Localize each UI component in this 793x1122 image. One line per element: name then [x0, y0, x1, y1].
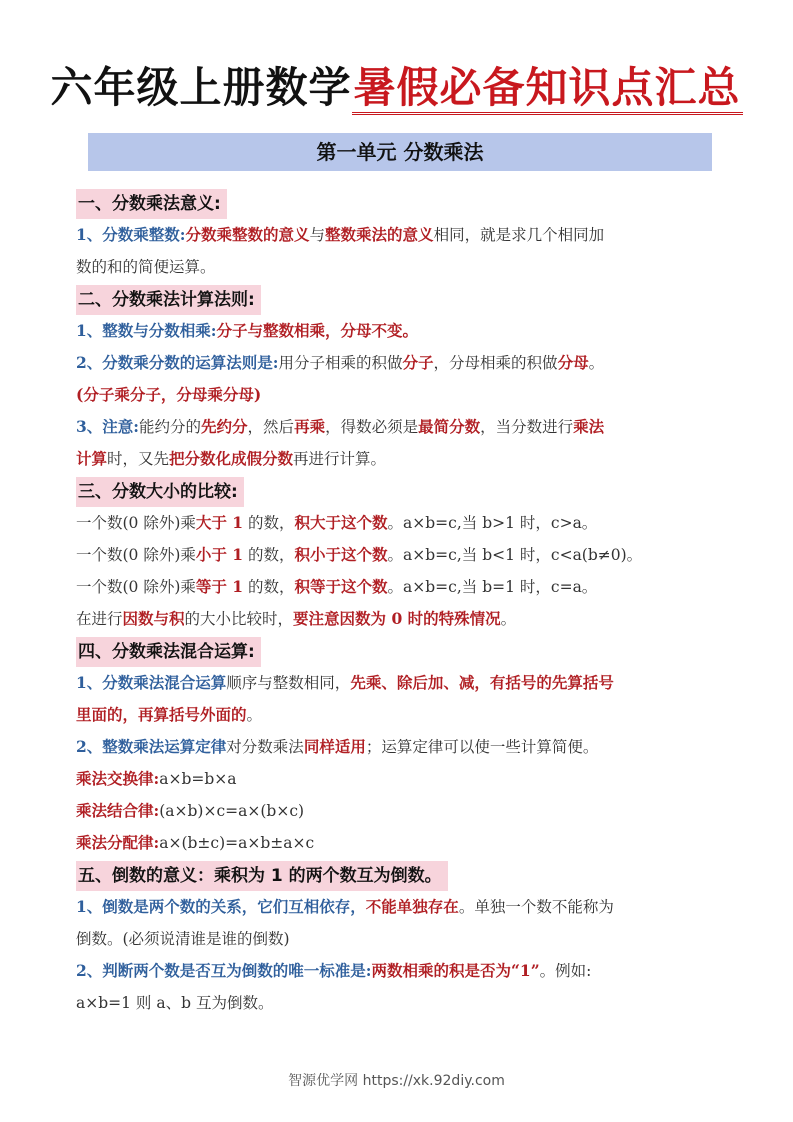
title-black: 六年级上册数学 — [50, 63, 352, 112]
label: 3、注意: — [76, 417, 140, 436]
text-line — [76, 699, 726, 731]
text-line — [76, 379, 726, 411]
text: a×b=1 则 a、b 互为倒数。 — [76, 994, 274, 1012]
text: 倒数。(必须说清谁是谁的倒数) — [76, 930, 290, 948]
text: 的数， — [243, 578, 295, 596]
text-line — [76, 571, 726, 603]
text-line — [76, 603, 726, 635]
text-line — [76, 955, 726, 987]
emphasis: 两数相乘的积是否为“1” — [371, 961, 540, 980]
page-title — [0, 58, 793, 118]
text-line — [76, 411, 726, 443]
formula: (a×b)×c=a×(b×c) — [159, 802, 305, 820]
emphasis: 大于 1 — [195, 513, 244, 532]
text: 相同，就是求几个相同加 — [433, 226, 605, 244]
emphasis: 整数乘法的意义 — [325, 225, 434, 244]
text: ，然后 — [247, 418, 295, 436]
section-heading: 一、分数乘法意义: — [76, 189, 227, 219]
section-4 — [76, 637, 726, 859]
label: 1、倒数是两个数的关系，它们互相依存， — [76, 897, 366, 916]
text: 一个数(0 除外)乘 — [76, 514, 196, 532]
emphasis: 先约分 — [201, 417, 248, 436]
emphasis: 乘法交换律: — [76, 769, 160, 788]
emphasis: 要注意因数为 0 时的特殊情况 — [293, 609, 501, 628]
emphasis: (分子乘分子，分母乘分母) — [76, 385, 262, 404]
text-line — [76, 987, 726, 1019]
text: 一个数(0 除外)乘 — [76, 546, 196, 564]
unit-banner: 第一单元 分数乘法 — [88, 133, 712, 171]
emphasis: 积等于这个数 — [294, 577, 388, 596]
text: 的大小比较时， — [184, 610, 294, 628]
text: 时，又先 — [107, 450, 170, 468]
text: 。a×b=c,当 b>1 时，c>a。 — [387, 514, 598, 532]
text: 用分子相乘的积做 — [278, 354, 403, 372]
emphasis: 先乘、除后加、减，有括号的先算括号 — [350, 673, 614, 692]
text: 在进行 — [76, 610, 123, 628]
section-heading: 五、倒数的意义：乘积为 1 的两个数互为倒数。 — [76, 861, 448, 891]
text-line — [76, 731, 726, 763]
formula: a×b=b×a — [159, 770, 237, 788]
text: 对分数乘法 — [226, 738, 304, 756]
text-line — [76, 347, 726, 379]
text: 。单独一个数不能称为 — [458, 898, 614, 916]
emphasis: 分子 — [402, 353, 434, 372]
text: ；运算定律可以使一些计算简便。 — [365, 738, 599, 756]
emphasis: 等于 1 — [195, 577, 244, 596]
text: 数的和的简便运算。 — [76, 258, 216, 276]
emphasis: 再乘 — [294, 417, 326, 436]
footer-watermark: 智源优学网 https://xk.92diy.com — [288, 1073, 505, 1089]
text-line — [76, 443, 726, 475]
label: 1、分数乘法混合运算 — [76, 673, 227, 692]
section-2 — [76, 285, 726, 475]
text-line — [76, 827, 726, 859]
section-1 — [76, 189, 726, 283]
text: 。 — [500, 610, 517, 628]
text: ，当分数进行 — [480, 418, 574, 436]
emphasis: 因数与积 — [122, 609, 185, 628]
emphasis: 最简分数 — [418, 417, 481, 436]
text: 。a×b=c,当 b<1 时，c<a(b≠0)。 — [387, 546, 643, 564]
label: 2、分数乘分数的运算法则是: — [76, 353, 279, 372]
emphasis: 不能单独存在 — [365, 897, 459, 916]
section-heading: 三、分数大小的比较: — [76, 477, 244, 507]
text-line — [76, 923, 726, 955]
section-5 — [76, 861, 726, 1019]
emphasis: 分子与整数相乘，分母不变。 — [216, 321, 419, 340]
text: 。a×b=c,当 b=1 时，c=a。 — [387, 578, 598, 596]
emphasis: 乘法分配律: — [76, 833, 160, 852]
text: 的数， — [243, 514, 295, 532]
text: 顺序与整数相同， — [226, 674, 351, 692]
emphasis: 小于 1 — [195, 545, 244, 564]
label: 1、整数与分数相乘: — [76, 321, 217, 340]
section-heading: 四、分数乘法混合运算: — [76, 637, 261, 667]
text-line — [76, 539, 726, 571]
text-line — [76, 795, 726, 827]
emphasis: 同样适用 — [303, 737, 366, 756]
label: 2、判断两个数是否互为倒数的唯一标准是: — [76, 961, 372, 980]
text: 能约分的 — [139, 418, 202, 436]
text: 的数， — [243, 546, 295, 564]
text: ，分母相乘的积做 — [433, 354, 558, 372]
text-line — [76, 251, 726, 283]
text: 一个数(0 除外)乘 — [76, 578, 196, 596]
text: 再进行计算。 — [293, 450, 387, 468]
emphasis: 分母 — [557, 353, 589, 372]
emphasis: 分数乘整数的意义 — [185, 225, 310, 244]
emphasis: 乘法 — [573, 417, 605, 436]
text: ，得数必须是 — [325, 418, 419, 436]
label: 1、分数乘整数: — [76, 225, 186, 244]
text-line — [76, 219, 726, 251]
text: 。 — [246, 706, 263, 724]
emphasis: 积大于这个数 — [294, 513, 388, 532]
emphasis: 计算 — [76, 449, 108, 468]
text-line — [76, 763, 726, 795]
text: 与 — [309, 226, 326, 244]
formula: a×(b±c)=a×b±a×c — [159, 834, 315, 852]
text: 。 — [588, 354, 605, 372]
section-3 — [76, 477, 726, 635]
emphasis: 里面的，再算括号外面的 — [76, 705, 247, 724]
text: 。例如: — [539, 962, 592, 980]
text-line — [76, 667, 726, 699]
content — [76, 187, 726, 1019]
title-red: 暑假必备知识点汇总 — [352, 63, 743, 115]
emphasis: 乘法结合律: — [76, 801, 160, 820]
emphasis: 积小于这个数 — [294, 545, 388, 564]
section-heading: 二、分数乘法计算法则: — [76, 285, 261, 315]
text-line — [76, 315, 726, 347]
emphasis: 把分数化成假分数 — [169, 449, 294, 468]
label: 2、整数乘法运算定律 — [76, 737, 227, 756]
text-line — [76, 891, 726, 923]
text-line — [76, 507, 726, 539]
